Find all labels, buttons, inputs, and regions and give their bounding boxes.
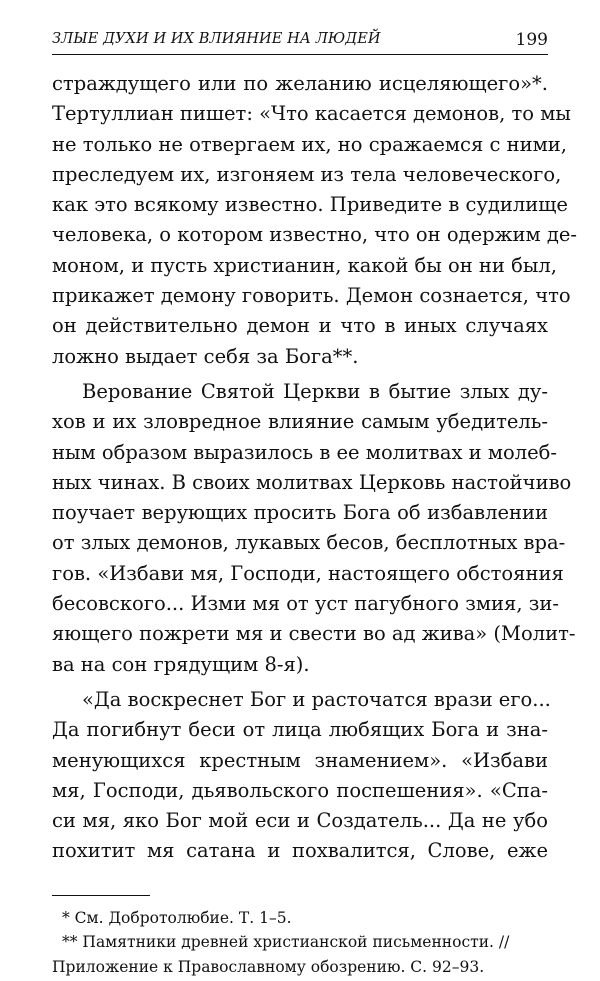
main-text	[52, 69, 578, 867]
paragraph-1	[52, 69, 578, 372]
running-title: ЗЛЫЕ ДУХИ И ИХ ВЛИЯНИЕ НА ЛЮДЕЙ	[52, 31, 381, 47]
text-line: гов. «Избави мя, Господи, настоящего обстояния	[52, 561, 564, 585]
text-line: хов и их зловредное влияние самым убедитель-	[52, 410, 548, 434]
footnote-separator	[52, 895, 150, 896]
text-line: яющего пожрети мя и свести во ад жива» (Молит-	[52, 622, 576, 646]
text-line: бесовского... Изми мя от уст пагубного змия, зи-	[52, 592, 559, 616]
text-line: си мя, яко Бог мой еси и Создатель... Да не убо	[52, 809, 548, 833]
text-line: поучает верующих просить Бога об избавлении	[52, 501, 548, 525]
paragraph-2	[52, 377, 576, 680]
text-line: ным образом выразилось в ее молитвах и молеб-	[52, 440, 558, 464]
running-header	[52, 28, 548, 55]
text-line: Верование Святой Церкви в бытие злых ду-	[82, 379, 548, 403]
text-line: от злых демонов, лукавых бесов, бесплотных вра-	[52, 531, 566, 555]
footnotes	[52, 906, 548, 980]
text-line: он действительно демон и что в иных случаях	[52, 314, 548, 338]
text-line: «Да воскреснет Бог и расточатся врази его...	[82, 687, 551, 711]
page-number: 199	[515, 30, 548, 50]
paragraph-3	[52, 685, 551, 867]
text-line: ва на сон грядущим 8-я).	[52, 652, 310, 676]
book-page	[52, 28, 578, 976]
text-line: ных чинах. В своих молитвах Церковь настойчиво	[52, 470, 572, 494]
text-line: ложно выдает себя за Бога**.	[52, 344, 359, 368]
text-line: как это всякому известно. Приведите в судилище	[52, 193, 568, 217]
text-line: прикажет демону говорить. Демон сознается, что	[52, 284, 571, 308]
footnote-2: ** Памятники древней христианской письменности. //	[62, 933, 510, 952]
text-line: не только не отвергаем их, но сражаемся с ними,	[52, 132, 567, 156]
text-line: моном, и пусть христианин, какой бы он ни был,	[52, 253, 557, 277]
text-line: похитит мя сатана и похвалится, Слове, еже	[52, 839, 548, 863]
footnote-2-continuation: Приложение к Православному обозрению. С. 92–93.	[52, 957, 485, 976]
text-line: Да погибнут беси от лица любящих Бога и зна-	[52, 718, 548, 742]
footnote-1: * См. Добротолюбие. Т. 1–5.	[62, 908, 292, 927]
text-line: мя, Господи, дьявольского поспешения». «Спа-	[52, 778, 548, 802]
text-line: человека, о котором известно, что он одержим де-	[52, 223, 578, 247]
text-line: страждущего или по желанию исцеляющего»*.	[52, 72, 548, 95]
text-line: преследуем их, изгоняем из тела человеческого,	[52, 162, 562, 186]
text-line: Тертуллиан пишет: «Что касается демонов, то мы	[52, 102, 571, 126]
text-line: менующихся крестным знамением». «Избави	[52, 748, 548, 772]
